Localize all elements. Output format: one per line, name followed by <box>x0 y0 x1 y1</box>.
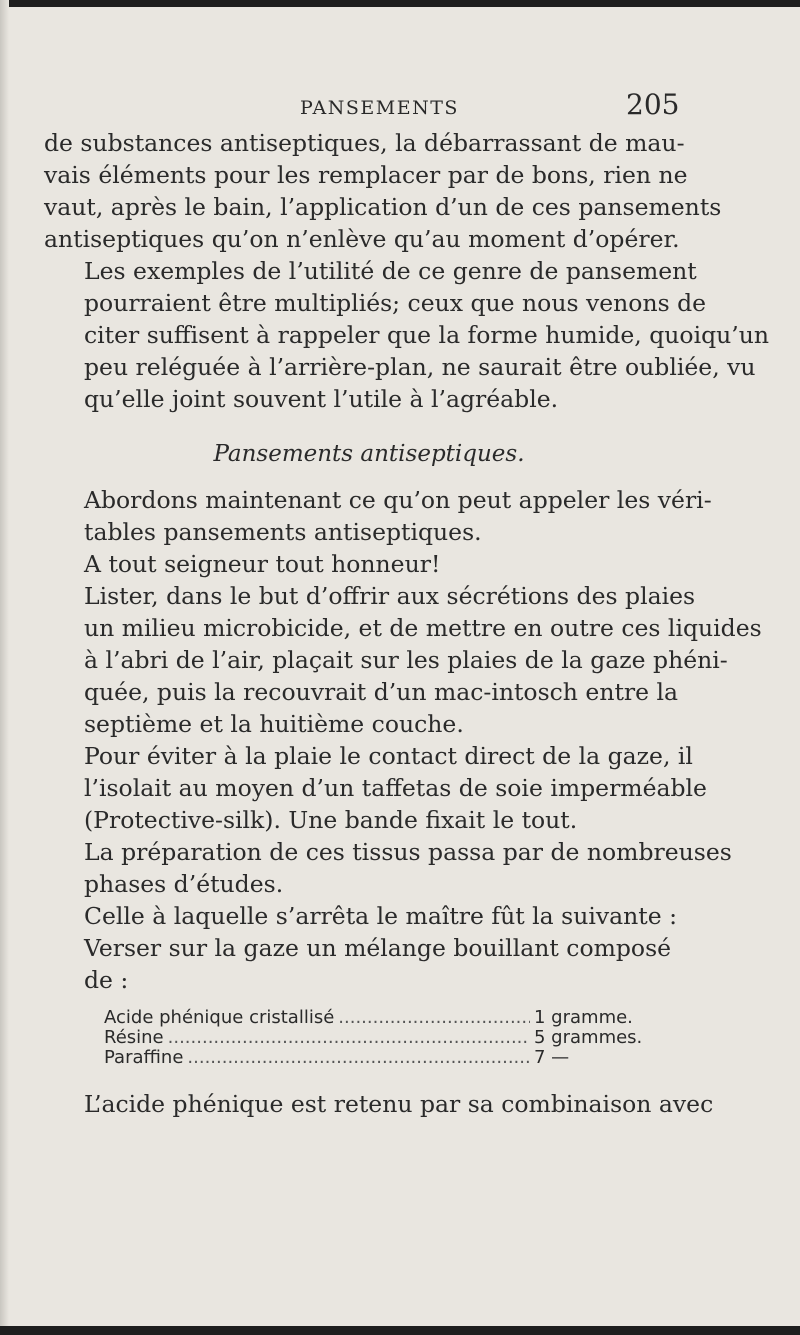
ingredient-quantity: 7 — <box>534 1047 570 1068</box>
ingredient-name: Paraffine <box>104 1047 184 1068</box>
leader-dots <box>168 1028 530 1048</box>
page-body <box>44 127 770 1120</box>
text-line: l’isolait au moyen d’un taffetas de soie imperméable <box>84 774 707 802</box>
text-line: L’acide phénique est retenu par sa combinaison avec <box>84 1090 714 1118</box>
page-gutter-shadow <box>0 0 9 1335</box>
recipe-row <box>104 1028 664 1048</box>
recipe-table <box>104 1008 664 1068</box>
paragraph <box>44 484 712 548</box>
ingredient-quantity: 1 gramme. <box>534 1007 633 1028</box>
ingredient-name: Acide phénique cristallisé <box>104 1007 335 1028</box>
paragraph <box>44 580 762 740</box>
text-line: citer suffisent à rappeler que la forme humide, quoiqu’un <box>84 321 770 349</box>
ingredient-name: Résine <box>104 1027 164 1048</box>
paragraph <box>44 900 694 932</box>
leader-dots <box>187 1048 530 1068</box>
text-line: antiseptiques qu’on n’enlève qu’au moment d’opérer. <box>44 225 680 253</box>
paragraph <box>44 255 770 415</box>
text-line: Les exemples de l’utilité de ce genre de pansement <box>84 257 697 285</box>
text-line: pourraient être multipliés; ceux que nous venons de <box>84 289 707 317</box>
text-line: septième et la huitième couche. <box>84 710 464 738</box>
paragraph <box>44 932 694 996</box>
recipe-row <box>104 1008 664 1028</box>
recipe-row <box>104 1048 664 1068</box>
text-line: (Protective-silk). Une bande fixait le tout. <box>84 806 578 834</box>
text-line: peu reléguée à l’arrière-plan, ne saurait être oubliée, vu <box>84 353 756 381</box>
leader-dots <box>338 1008 530 1028</box>
running-head: PANSEMENTS <box>300 97 459 119</box>
text-line: à l’abri de l’air, plaçait sur les plaies de la gaze phéni- <box>84 646 728 674</box>
text-line: quée, puis la recouvrait d’un mac-intosch entre la <box>84 678 679 706</box>
page-header <box>0 88 800 128</box>
paragraph <box>44 740 707 836</box>
paragraph-continuation <box>44 127 722 255</box>
text-line: de substances antiseptiques, la débarrassant de mau- <box>44 129 685 157</box>
text-line: un milieu microbicide, et de mettre en outre ces liquides <box>84 614 762 642</box>
text-line: vais éléments pour les remplacer par de bons, rien ne <box>44 161 688 189</box>
text-line: Verser sur la gaze un mélange bouillant composé <box>84 934 672 962</box>
section-heading: Pansements antiseptiques. <box>213 441 525 467</box>
text-line: Pour éviter à la plaie le contact direct de la gaze, il <box>84 742 693 770</box>
text-line: Lister, dans le but d’offrir aux sécrétions des plaies <box>84 582 696 610</box>
text-line: A tout seigneur tout honneur! <box>84 550 441 578</box>
text-line: qu’elle joint souvent l’utile à l’agréable. <box>84 385 559 413</box>
text-line: tables pansements antiseptiques. <box>84 518 482 546</box>
bottom-border-rule <box>0 1326 800 1335</box>
page-number: 205 <box>626 88 680 121</box>
text-line: de : <box>84 966 129 994</box>
text-line: Celle à laquelle s’arrêta le maître fût la suivante : <box>84 902 678 930</box>
text-line: vaut, après le bain, l’application d’un de ces pansements <box>44 193 722 221</box>
top-border-rule <box>0 0 800 7</box>
text-line: La préparation de ces tissus passa par de nombreuses <box>84 838 732 866</box>
paragraph <box>44 548 694 580</box>
text-line: Abordons maintenant ce qu’on peut appeler les véri- <box>84 486 712 514</box>
text-line: phases d’études. <box>84 870 284 898</box>
paragraph <box>44 836 732 900</box>
paragraph <box>44 1088 714 1120</box>
ingredient-quantity: 5 grammes. <box>534 1027 643 1048</box>
